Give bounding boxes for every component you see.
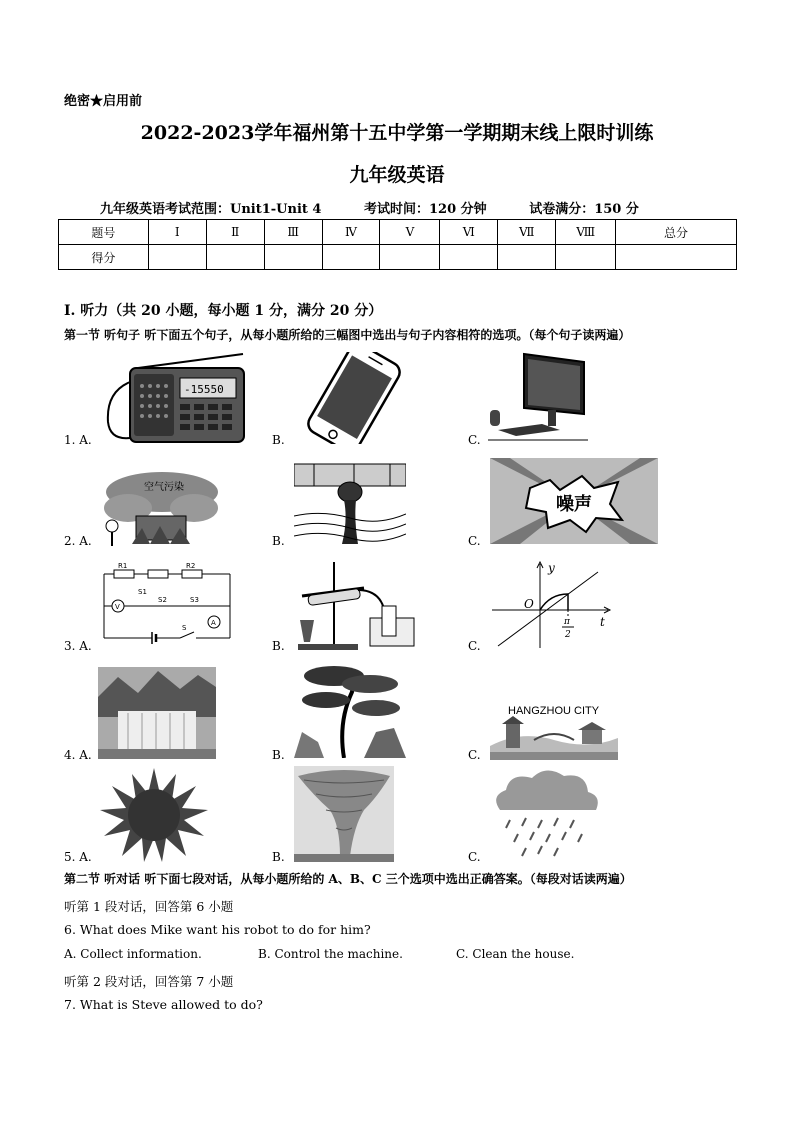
hangzhou-city-image[interactable]	[490, 700, 618, 760]
s2-label: S2	[158, 596, 167, 604]
s-label: S	[182, 624, 187, 632]
table-cell: Ⅰ	[148, 220, 206, 245]
q5-option-c-label: C.	[468, 850, 481, 864]
score-cell[interactable]	[206, 245, 264, 270]
exam-time: 考试时间：120 分钟	[364, 202, 487, 217]
s1-label: S1	[138, 588, 147, 596]
waterfall-image[interactable]	[98, 667, 216, 759]
score-cell[interactable]	[440, 245, 498, 270]
part2-instructions: 第二节 听对话 听下面七段对话，从每小题所给的 A、B、C 三个选项中选出正确答案。（每段对话读两遍）	[64, 872, 632, 886]
table-cell: Ⅳ	[322, 220, 380, 245]
sun-image[interactable]	[100, 768, 208, 862]
tornado-image[interactable]	[294, 766, 394, 862]
hangzhou-city-text: HANGZHOU CITY	[508, 705, 600, 717]
smartphone-image[interactable]	[296, 352, 412, 444]
dialog2-instruction: 听第 2 段对话，回答第 7 小题	[64, 974, 234, 989]
table-cell: Ⅵ	[440, 220, 498, 245]
two-label: 2	[565, 630, 571, 640]
q2-option-c-label: C.	[468, 534, 481, 548]
confidential-label: 绝密★启用前	[64, 94, 143, 109]
section-heading: Ⅰ. 听力（共 20 小题，每小题 1 分，满分 20 分）	[64, 303, 383, 319]
noise-image[interactable]	[490, 458, 658, 544]
t-axis-label: t	[600, 615, 605, 629]
air-pollution-image[interactable]	[98, 468, 222, 548]
radio-image[interactable]	[98, 352, 246, 444]
noise-text: 噪声	[556, 494, 592, 515]
score-cell[interactable]	[498, 245, 556, 270]
y-axis-label: y	[548, 561, 555, 575]
table-cell: 总分	[616, 220, 737, 245]
origin-label: O	[524, 597, 534, 611]
table-cell: 得分	[59, 245, 149, 270]
radio-display-text: -15550	[184, 383, 224, 396]
q4-option-b-label: B.	[272, 748, 285, 762]
q4-option-c-label: C.	[468, 748, 481, 762]
table-cell: Ⅴ	[380, 220, 440, 245]
s3-label: S3	[190, 596, 199, 604]
voltmeter-label: V	[115, 603, 120, 611]
exam-full-score: 试卷满分：150 分	[529, 202, 639, 217]
chemistry-lab-image[interactable]	[294, 560, 420, 652]
q5-option-b-label: B.	[272, 850, 285, 864]
table-cell: Ⅷ	[556, 220, 616, 245]
desktop-computer-image[interactable]	[488, 352, 590, 444]
exam-subtitle: 九年级英语	[349, 164, 445, 186]
table-cell: 题号	[59, 220, 149, 245]
q3-option-c-label: C.	[468, 639, 481, 653]
score-cell[interactable]	[264, 245, 322, 270]
q4-option-a-label: 4. A.	[64, 748, 92, 762]
q1-option-a-label: 1. A.	[64, 433, 92, 447]
q3-option-b-label: B.	[272, 639, 285, 653]
air-pollution-text: 空气污染	[144, 482, 184, 493]
score-cell[interactable]	[616, 245, 737, 270]
pi-label: π	[564, 617, 570, 627]
table-cell: Ⅲ	[264, 220, 322, 245]
exam-scope: 九年级英语考试范围：Unit1-Unit 4	[100, 202, 322, 217]
score-cell[interactable]	[556, 245, 616, 270]
q5-option-a-label: 5. A.	[64, 850, 92, 864]
q3-option-a-label: 3. A.	[64, 639, 92, 653]
score-table	[58, 219, 737, 270]
rain-cloud-image[interactable]	[490, 766, 602, 858]
q2-option-b-label: B.	[272, 534, 285, 548]
q7-question: 7. What is Steve allowed to do?	[64, 997, 263, 1012]
part1-instructions: 第一节 听句子 听下面五个句子，从每小题所给的三幅图中选出与句子内容相符的选项。（每个句子读两遍）	[64, 328, 631, 342]
score-cell[interactable]	[148, 245, 206, 270]
table-cell: Ⅶ	[498, 220, 556, 245]
dialog1-instruction: 听第 1 段对话，回答第 6 小题	[64, 899, 234, 914]
table-cell: Ⅱ	[206, 220, 264, 245]
q2-option-a-label: 2. A.	[64, 534, 92, 548]
water-pollution-image[interactable]	[294, 460, 406, 548]
function-graph-image[interactable]	[488, 560, 612, 650]
exam-info	[100, 198, 677, 217]
score-table-score-row	[59, 245, 737, 270]
q6-option-a[interactable]: A. Collect information.	[64, 947, 202, 961]
q1-option-c-label: C.	[468, 433, 481, 447]
pine-tree-image[interactable]	[294, 662, 406, 758]
r1-label: R1	[118, 562, 128, 570]
q6-question: 6. What does Mike want his robot to do for him?	[64, 922, 371, 937]
q6-option-c[interactable]: C. Clean the house.	[456, 947, 575, 961]
circuit-diagram-image[interactable]	[100, 562, 234, 650]
r2-label: R2	[186, 562, 196, 570]
score-cell[interactable]	[322, 245, 380, 270]
exam-title: 2022-2023学年福州第十五中学第一学期期末线上限时训练	[140, 122, 654, 144]
score-cell[interactable]	[380, 245, 440, 270]
ammeter-label: A	[211, 619, 216, 627]
q1-option-b-label: B.	[272, 433, 285, 447]
score-table-header-row	[59, 220, 737, 245]
q6-option-b[interactable]: B. Control the machine.	[258, 947, 403, 961]
